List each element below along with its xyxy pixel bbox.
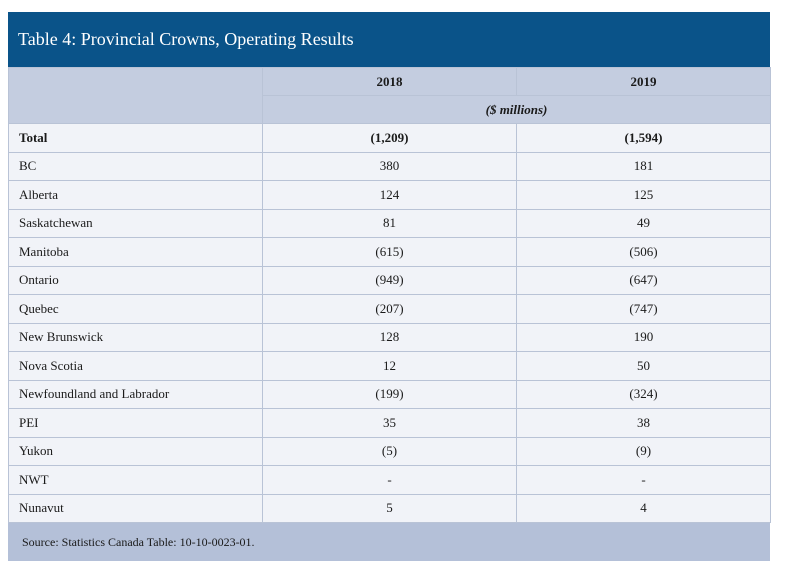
value-2018: (207) [263,295,517,324]
source-note: Source: Statistics Canada Table: 10-10-0023-01. [8,523,770,561]
row-label: Quebec [9,295,263,324]
row-label: Saskatchewan [9,209,263,238]
value-2019: (506) [517,238,771,267]
row-label: New Brunswick [9,323,263,352]
table-row [9,380,771,409]
value-2018: 5 [263,494,517,523]
value-2019: (747) [517,295,771,324]
value-2019: 125 [517,181,771,210]
value-2019: (647) [517,266,771,295]
row-label: Nunavut [9,494,263,523]
value-2018: 81 [263,209,517,238]
units-header: ($ millions) [263,96,771,124]
table-row [9,295,771,324]
value-2019: 50 [517,352,771,381]
value-2019: 49 [517,209,771,238]
row-label: Total [9,124,263,153]
table-row [9,209,771,238]
value-2019: 181 [517,152,771,181]
value-2018: (5) [263,437,517,466]
row-label: Alberta [9,181,263,210]
value-2018: (615) [263,238,517,267]
value-2018: (199) [263,380,517,409]
table-row [9,352,771,381]
value-2019: 190 [517,323,771,352]
results-table [8,67,771,523]
table-body [9,124,771,523]
table-row [9,409,771,438]
row-label: NWT [9,466,263,495]
table-row [9,494,771,523]
table-title: Table 4: Provincial Crowns, Operating Results [8,12,770,67]
table-row [9,323,771,352]
table-row [9,181,771,210]
value-2019: - [517,466,771,495]
row-label: Manitoba [9,238,263,267]
table-figure [8,12,770,561]
value-2018: 128 [263,323,517,352]
table-row [9,152,771,181]
table-row [9,238,771,267]
column-header-2019: 2019 [517,68,771,96]
row-label: Newfoundland and Labrador [9,380,263,409]
value-2018: 380 [263,152,517,181]
header-blank-cell [9,68,263,124]
value-2018: (949) [263,266,517,295]
value-2019: (324) [517,380,771,409]
value-2018: (1,209) [263,124,517,153]
row-label: Nova Scotia [9,352,263,381]
row-label: Yukon [9,437,263,466]
row-label: Ontario [9,266,263,295]
column-header-2018: 2018 [263,68,517,96]
value-2019: 38 [517,409,771,438]
value-2018: 35 [263,409,517,438]
value-2018: 12 [263,352,517,381]
row-label: BC [9,152,263,181]
value-2018: - [263,466,517,495]
table-row [9,437,771,466]
table-row [9,124,771,153]
value-2019: (9) [517,437,771,466]
value-2018: 124 [263,181,517,210]
row-label: PEI [9,409,263,438]
table-row [9,466,771,495]
table-row [9,266,771,295]
value-2019: (1,594) [517,124,771,153]
value-2019: 4 [517,494,771,523]
